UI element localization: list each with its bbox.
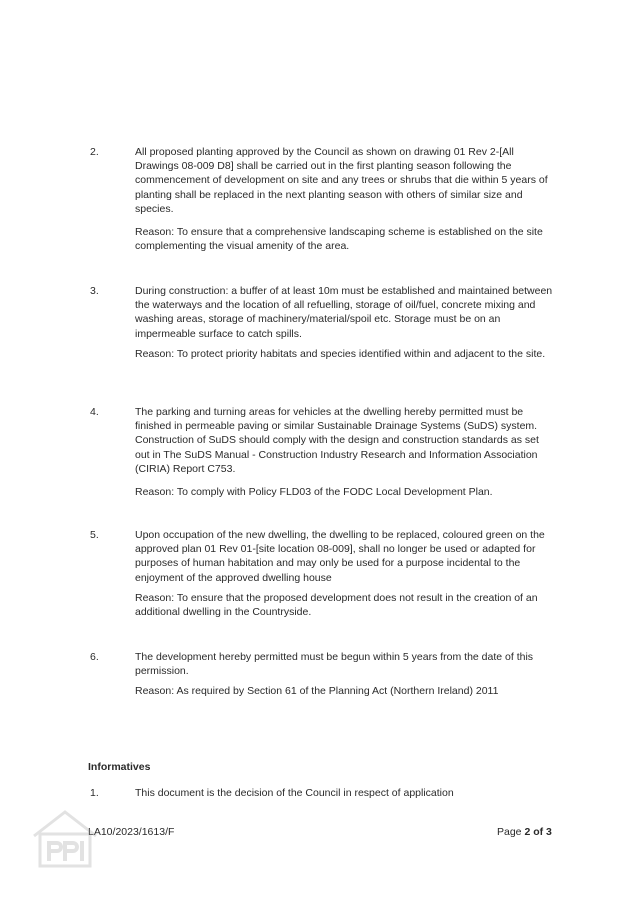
condition-number: 5.: [90, 529, 99, 541]
condition-text: All proposed planting approved by the Council as shown on drawing 01 Rev 2-[All Drawings 08-009 D8] shall be carried out in the first planting season following the commencement of development on site and any trees or shrubs that die within 5 years of planting shall be replaced in the next planting season with others of similar size and species.: [135, 146, 548, 215]
condition-reason: Reason: To ensure that a comprehensive landscaping scheme is established on the site complementing the visual amenity of the area.: [135, 226, 543, 253]
condition-reason: Reason: To comply with Policy FLD03 of the FODC Local Development Plan.: [135, 486, 493, 498]
page-of: of: [530, 826, 547, 838]
page-prefix: Page: [497, 826, 525, 838]
condition-text: The development hereby permitted must be begun within 5 years from the date of this permission.: [135, 651, 534, 678]
condition-number: 4.: [90, 406, 99, 418]
condition-text: During construction: a buffer of at least 10m must be established and maintained between the waterways and the location of all refuelling, storage of oil/fuel, concrete mixing and washing areas, storage of machinery/material/spoil etc. Storage must be on an impermeable surface to catch spills.: [135, 285, 553, 340]
condition-reason: Reason: To protect priority habitats and species identified within and adjacent to the site.: [135, 348, 546, 360]
page-total: 3: [546, 826, 552, 838]
condition-reason: Reason: As required by Section 61 of the Planning Act (Northern Ireland) 2011: [135, 685, 499, 697]
informative-number: 1.: [90, 787, 99, 799]
page-indicator: [497, 826, 552, 838]
ppi-logo-watermark-icon: [30, 808, 100, 870]
application-reference: LA10/2023/1613/F: [88, 826, 175, 838]
condition-text: Upon occupation of the new dwelling, the dwelling to be replaced, coloured green on the approved plan 01 Rev 01-[site location 08-009], shall no longer be used or adapted for purposes of human habitation and may only be used for a purpose incidental to the enjoyment of the approved dwelling house: [135, 529, 545, 584]
condition-number: 3.: [90, 285, 99, 297]
condition-number: 6.: [90, 651, 99, 663]
condition-text: The parking and turning areas for vehicles at the dwelling hereby permitted must be finished in permeable paving or similar Sustainable Drainage Systems (SuDS) system. Construction of SuDS should comply with the design and construction standards as set out in The SuDS Manual - Construction Industry Research and Information Association (CIRIA) Report C753.: [135, 406, 539, 475]
informative-text: This document is the decision of the Council in respect of application: [135, 787, 454, 799]
informatives-heading: Informatives: [88, 761, 151, 773]
condition-reason: Reason: To ensure that the proposed development does not result in the creation of an additional dwelling in the Countryside.: [135, 592, 538, 619]
page-current: 2: [524, 826, 531, 838]
condition-number: 2.: [90, 146, 99, 158]
